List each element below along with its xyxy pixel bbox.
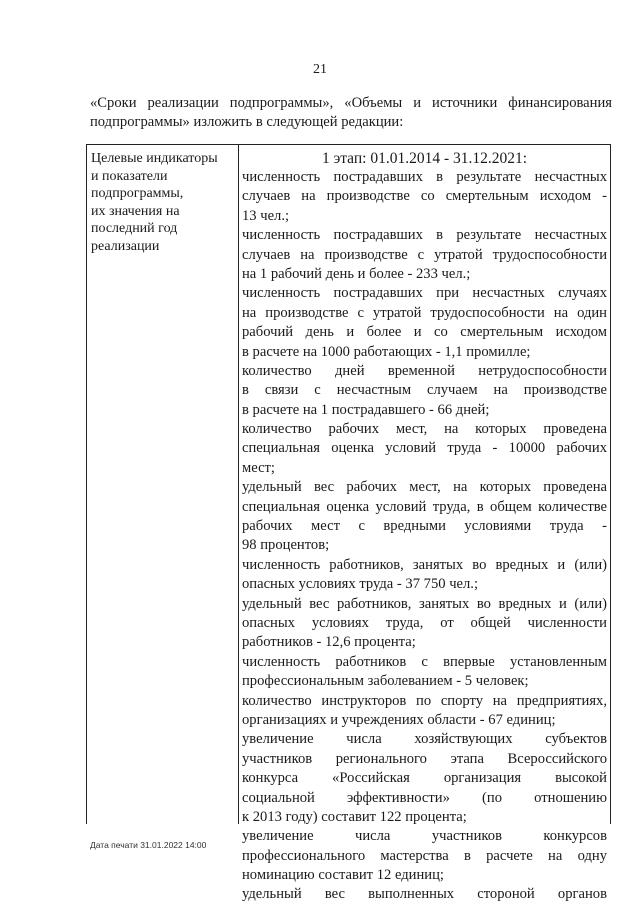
indicator-text-line: количество рабочих мест, на которых проведена [242, 421, 607, 438]
left-header-line: и показатели [91, 168, 168, 184]
indicator-text-line: конкурса «Российская организация высокой [242, 770, 607, 787]
indicator-text-line: на производстве с утратой трудоспособности на один [242, 304, 607, 321]
left-header-line: реализации [91, 238, 160, 254]
indicator-text-line: в расчете на 1 пострадавшего - 66 дней; [242, 401, 490, 418]
indicator-text-line: рабочий день и более и со смертельным исходом [242, 324, 607, 341]
indicator-text-line: в связи с несчастным случаем на производстве [242, 382, 607, 399]
indicator-text-line: опасных условиях труда - 37 750 чел.; [242, 576, 479, 593]
left-header-line: подпрограммы, [91, 186, 184, 201]
table-left-cell [87, 145, 239, 824]
indicator-text-line: специальная оценка условий труда - 10000 рабочих [242, 440, 607, 457]
indicator-text-line: случаев на производстве с утратой трудоспособности [242, 246, 607, 263]
indicator-text-line: работников - 12,6 процента; [242, 634, 416, 651]
indicator-text-line: профессионального мастерства в расчете на одну [242, 847, 607, 864]
indicator-text-line: организациях и учреждениях области - 67 единиц; [242, 711, 556, 728]
left-header-line: последний год [91, 221, 178, 236]
indicator-text-line: количество инструкторов по спорту на предприятиях, [242, 692, 607, 709]
indicator-text-line: специальная оценка условий труда, в общем количестве [242, 498, 607, 515]
indicator-text-line: увеличение числа хозяйствующих субъектов [242, 731, 607, 748]
indicator-text-line: профессиональным заболеванием - 5 человек; [242, 673, 529, 690]
indicator-text-line: численность работников с впервые установленным [242, 653, 607, 670]
indicator-text-line: социальной эффективности» (по отношению [242, 789, 607, 806]
indicator-text-line: численность работников, занятых во вредных и (или) [242, 556, 607, 573]
stage-heading: 1 этап: 01.01.2014 - 31.12.2021: [321, 150, 528, 167]
indicator-text-line: на 1 рабочий день и более - 233 чел.; [242, 265, 471, 282]
indicator-text-line: численность пострадавших в результате несчастных [242, 227, 607, 244]
indicator-text-line: удельный вес рабочих мест, на которых проведена [242, 479, 607, 496]
left-header-line: Целевые индикаторы [91, 151, 218, 166]
intro-paragraph: «Сроки реализации подпрограммы», «Объемы и источники финансирования подпрограммы» изложить в следующей редакции: [90, 95, 612, 130]
indicator-text-line: 13 чел.; [242, 207, 290, 224]
indicator-text-line: удельный вес работников, занятых во вредных и (или) [242, 595, 607, 612]
indicator-text-line: 98 процентов; [242, 537, 330, 554]
indicator-text-line: случаев на производстве со смертельным исходом - [242, 188, 607, 205]
indicator-text-line: в расчете на 1000 работающих - 1,1 промилле; [242, 343, 531, 360]
indicator-text-line: численность пострадавших при несчастных случаях [242, 285, 607, 302]
indicator-text-line: к 2013 году) составит 122 процента; [242, 808, 467, 825]
indicator-lines [242, 168, 607, 905]
indicator-text-line: опасных условиях труда, от общей численности [242, 614, 607, 631]
indicator-text-line: удельный вес выполненных стороной органов [242, 886, 607, 903]
indicator-text-line: номинацию составит 12 единиц; [242, 867, 444, 884]
indicator-text-line: участников регионального этапа Всероссийского [242, 750, 607, 767]
indicator-text-line: количество дней временной нетрудоспособности [242, 362, 607, 379]
indicator-text-line: мест; [242, 459, 275, 476]
indicator-text-line: рабочих мест с вредными условиями труда - [242, 518, 607, 535]
indicator-text-line: численность пострадавших в результате несчастных [242, 169, 607, 185]
left-header-line: их значения на [91, 203, 180, 219]
print-date-footer: Дата печати 31.01.2022 14:00 [90, 840, 207, 850]
table-right-cell [239, 145, 610, 903]
page-number: 21 [313, 62, 327, 77]
indicator-text-line: увеличение числа участников конкурсов [242, 828, 607, 845]
